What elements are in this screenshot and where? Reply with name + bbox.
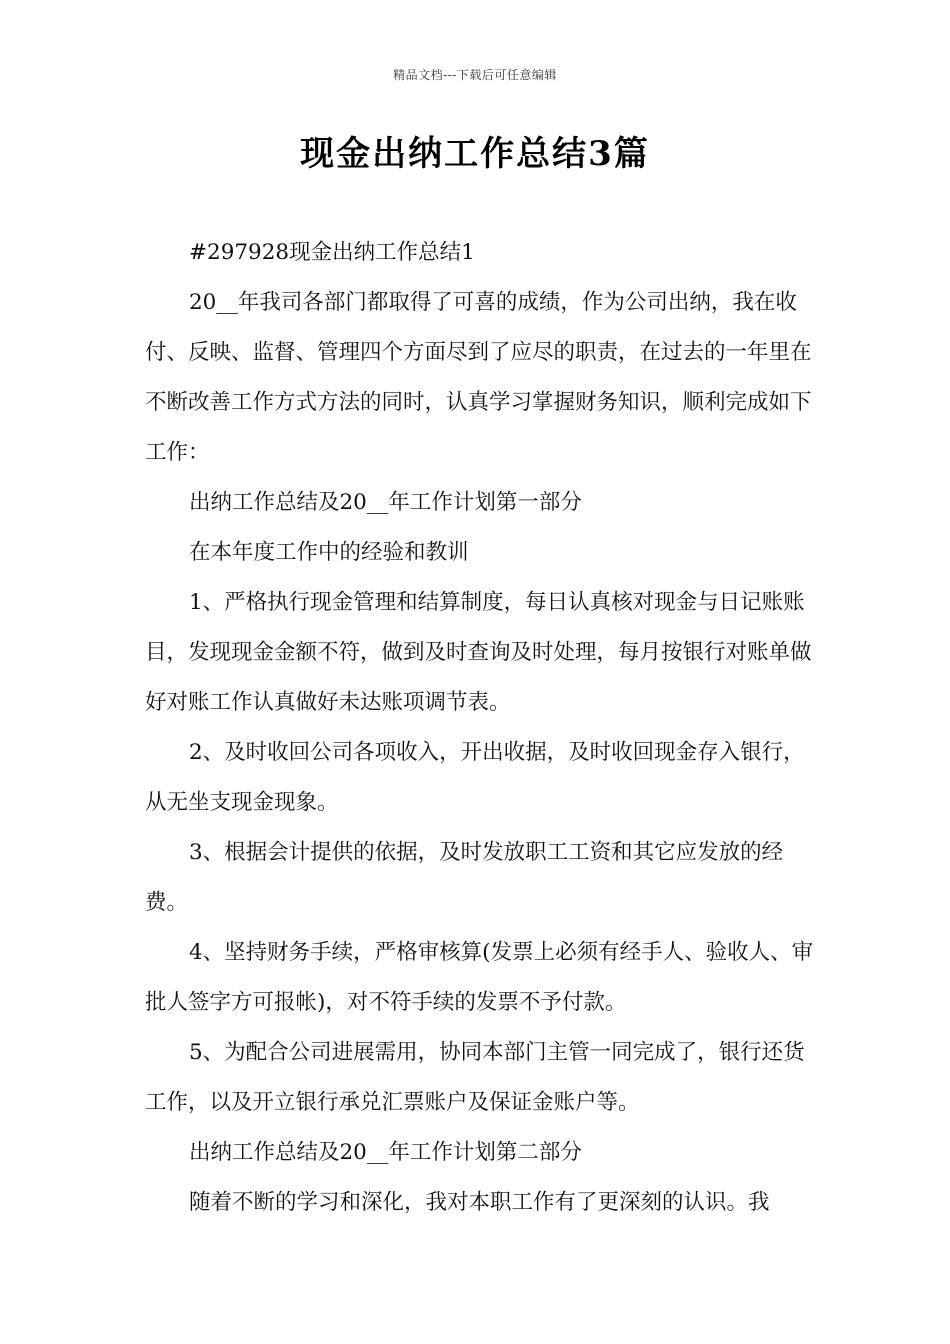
list-item-3: 3、根据会计提供的依据，及时发放职工工资和其它应发放的经费。 bbox=[145, 840, 784, 915]
paragraph-continued: 随着不断的学习和深化，我对本职工作有了更深刻的认识。我 bbox=[189, 1190, 770, 1215]
part-one-heading: 出纳工作总结及20__年工作计划第一部分 bbox=[189, 490, 582, 515]
list-item-2: 2、及时收回公司各项收入，开出收据，及时收回现金存入银行，从无坐支现金现象。 bbox=[145, 740, 805, 815]
list-item-5: 5、为配合公司进展需用，协同本部门主管一同完成了，银行还货工作，以及开立银行承兑汇票账户及保证金账户等。 bbox=[145, 1040, 805, 1115]
section-heading-1: #297928现金出纳工作总结1 bbox=[189, 240, 475, 265]
document-title: 现金出纳工作总结3篇 bbox=[300, 134, 650, 174]
document-body bbox=[145, 228, 825, 1228]
list-item-4: 4、坚持财务手续，严格审核算(发票上必须有经手人、验收人、审批人签字方可报帐)，对不符手续的发票不予付款。 bbox=[145, 940, 814, 1015]
experience-heading: 在本年度工作中的经验和教训 bbox=[189, 540, 469, 565]
part-two-heading: 出纳工作总结及20__年工作计划第二部分 bbox=[189, 1140, 582, 1165]
paragraph-intro: 20__年我司各部门都取得了可喜的成绩，作为公司出纳，我在收付、反映、监督、管理四个方面尽到了应尽的职责，在过去的一年里在不断改善工作方式方法的同时，认真学习掌握财务知识，顺利完成如下工作： bbox=[145, 290, 812, 465]
header-note: 精品文档---下载后可任意编辑 bbox=[393, 68, 557, 82]
list-item-1: 1、严格执行现金管理和结算制度，每日认真核对现金与日记账账目，发现现金金额不符，做到及时查询及时处理，每月按银行对账单做好对账工作认真做好未达账项调节表。 bbox=[145, 590, 812, 715]
